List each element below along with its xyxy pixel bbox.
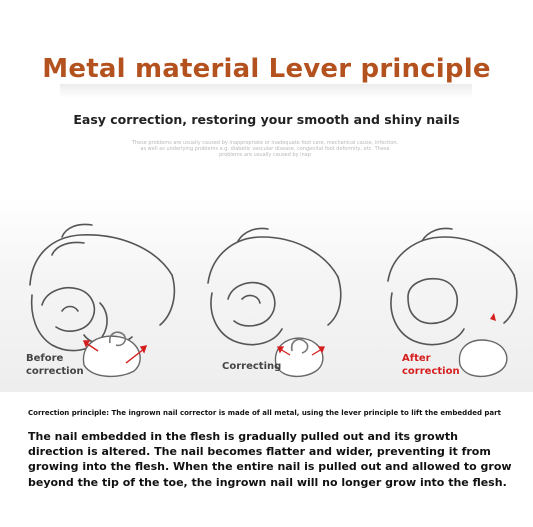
correcting-toe-icon (198, 215, 348, 380)
correction-principle-text: Correction principle: The ingrown nail corrector is made of all metal, using the lever principle to lift the embedded part (28, 409, 501, 417)
fine-print: These problems are usually caused by inappropriate or inadequate foot care, mechanical cause, infection, as well as underlying problems e.g. diabetic vascular disease, congenital foot deformity, etc. These problems are usually caused by inap (131, 140, 399, 158)
page-subtitle: Easy correction, restoring your smooth and shiny nails (73, 112, 460, 127)
description-text: The nail embedded in the flesh is gradually pulled out and its growth direction is altered. The nail becomes flatter and wider, preventing it from growing into the flesh. When the entire nail is pulled out and allowed to grow beyond the tip of the toe, the ingrown nail will no longer grow into the flesh. (28, 430, 512, 489)
before-correction-label: Before correction (26, 353, 84, 377)
page-title: Metal material Lever principle (42, 54, 491, 84)
after-correction-label: After correction (402, 353, 460, 377)
title-reflection (60, 84, 472, 98)
correcting-label: Correcting (222, 361, 282, 372)
